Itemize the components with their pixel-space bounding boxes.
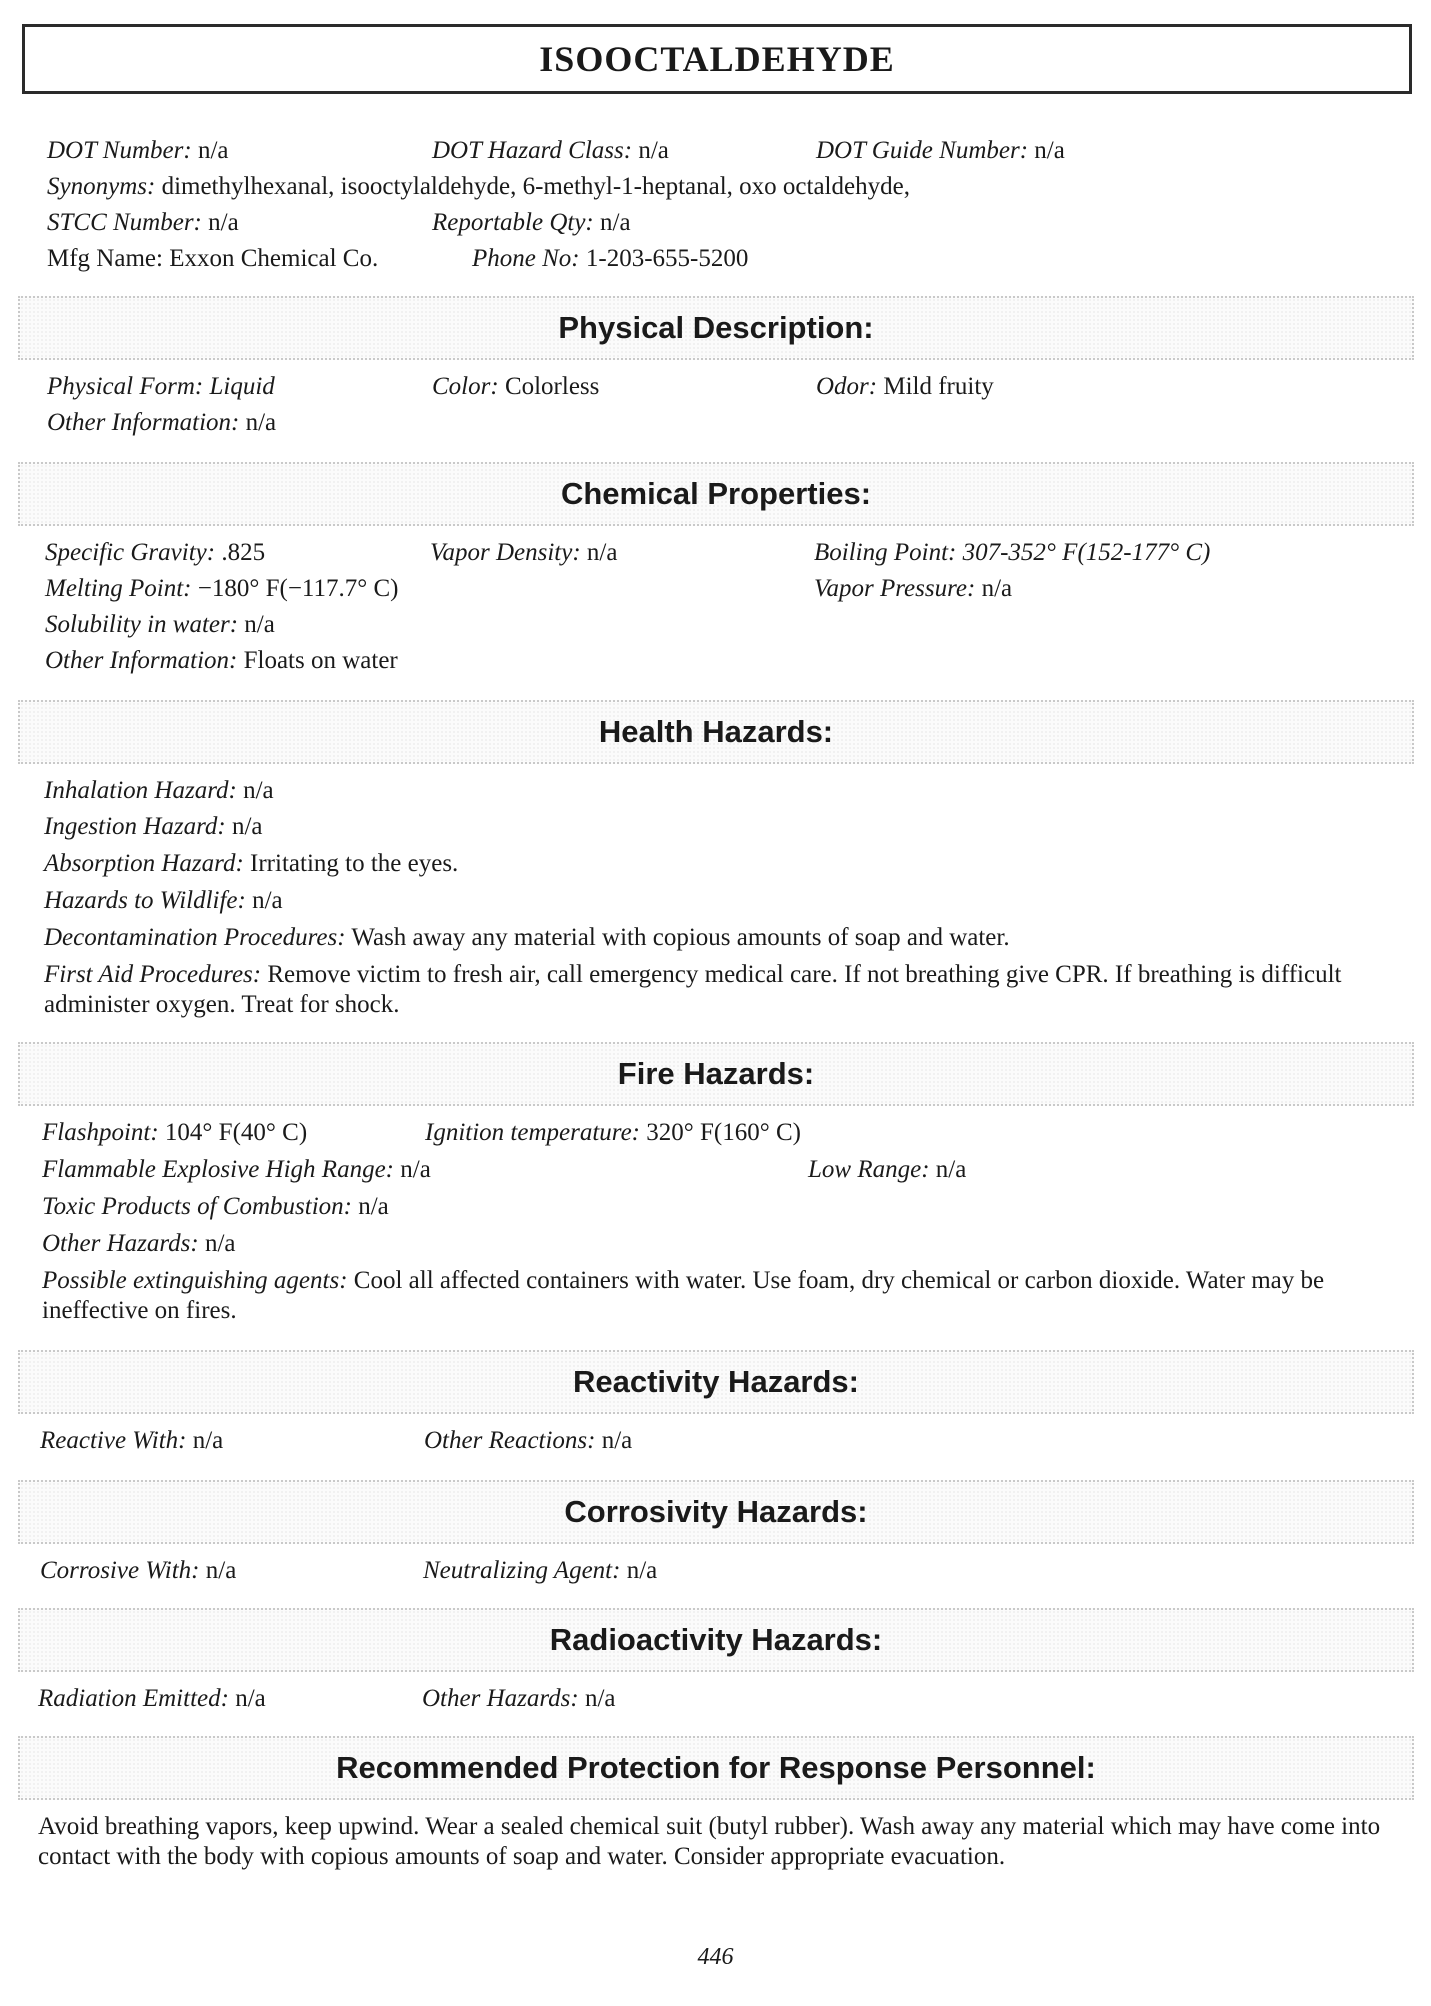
reactivity-hazards-header [18,1350,1414,1414]
boiling-point-field [814,538,1210,568]
flashpoint-label: Flashpoint: [42,1119,159,1146]
decontamination-value: Wash away any material with copious amounts of soap and water. [351,924,1010,951]
extinguishing-agents-label: Possible extinguishing agents: [42,1267,348,1294]
synonyms-label: Synonyms: [47,173,156,200]
stcc-number-field [47,208,239,238]
absorption-hazard-label: Absorption Hazard: [44,850,244,877]
toxic-products-field [42,1192,389,1222]
inhalation-hazard-field [44,776,274,806]
chemical-other-info-value: Floats on water [243,647,398,674]
inhalation-hazard-value: n/a [243,777,274,804]
physical-description-header [18,296,1414,360]
corrosive-with-value: n/a [205,1557,237,1584]
physical-form-label: Physical Form: [47,373,204,400]
reactive-with-value: n/a [192,1427,224,1454]
other-reactions-value: n/a [601,1427,633,1454]
specific-gravity-value: .825 [221,539,266,566]
solubility-label: Solubility in water: [45,611,239,638]
dot-hazard-class-value: n/a [638,137,669,164]
phone-no-value: 1-203-655-5200 [585,245,749,272]
phone-no-label: Phone No: [472,245,580,272]
wildlife-hazard-field [44,886,283,916]
high-range-field [42,1155,431,1185]
physical-other-info-label: Other Information: [47,409,240,436]
flashpoint-value: 104° F(40° C) [164,1119,308,1146]
radioactivity-hazards-heading: Radioactivity Hazards: [549,1622,883,1657]
ingestion-hazard-field [44,812,263,842]
neutralizing-agent-value: n/a [626,1557,658,1584]
protection-header [18,1736,1414,1800]
protection-heading: Recommended Protection for Response Personnel: [336,1750,1096,1785]
decontamination-label: Decontamination Procedures: [44,924,346,951]
ingestion-hazard-value: n/a [231,813,263,840]
other-reactions-label: Other Reactions: [424,1427,596,1454]
physical-description-heading: Physical Description: [558,310,874,345]
stcc-number-label: STCC Number: [47,209,202,236]
radio-other-hazards-field [422,1684,616,1714]
chemical-other-info-field [45,646,398,676]
protection-text: Avoid breathing vapors, keep upwind. Wear a sealed chemical suit (butyl rubber). Wash away any material which may have come into contact with the body with copious amounts of soap and water. Consider appropriate evacuation. [38,1813,1381,1870]
neutralizing-agent-label: Neutralizing Agent: [423,1557,621,1584]
reactive-with-label: Reactive With: [40,1427,187,1454]
dot-guide-number-value: n/a [1034,137,1065,164]
vapor-pressure-value: n/a [981,575,1013,602]
odor-label: Odor: [816,373,878,400]
low-range-field [808,1155,966,1185]
physical-other-info-field [47,408,276,438]
page-number: 446 [697,1944,734,1970]
radiation-emitted-label: Radiation Emitted: [38,1685,229,1712]
vapor-density-label: Vapor Density: [430,539,581,566]
dot-hazard-class-label: DOT Hazard Class: [432,137,633,164]
physical-other-info-value: n/a [245,409,277,436]
reportable-qty-value: n/a [600,209,631,236]
reportable-qty-label: Reportable Qty: [432,209,594,236]
dot-number-field [47,136,229,166]
melting-point-value: −180° F(−117.7° C) [197,575,399,602]
toxic-products-value: n/a [358,1193,389,1220]
chemical-properties-header [18,462,1414,526]
solubility-field [45,610,275,640]
title-box [22,24,1412,94]
fire-other-hazards-value: n/a [204,1230,236,1257]
melting-point-label: Melting Point: [45,575,192,602]
ignition-temperature-value: 320° F(160° C) [646,1119,801,1146]
high-range-label: Flammable Explosive High Range: [42,1156,394,1183]
corrosivity-hazards-heading: Corrosivity Hazards: [564,1494,868,1529]
reactive-with-field [40,1426,223,1456]
color-field [432,372,599,402]
dot-guide-number-label: DOT Guide Number: [816,137,1029,164]
boiling-point-label: Boiling Point: [814,539,957,566]
absorption-hazard-field [44,849,458,879]
ignition-temperature-field [425,1118,801,1148]
health-hazards-header [18,700,1414,764]
vapor-density-value: n/a [586,539,618,566]
extinguishing-agents-value: Cool all affected containers with water. Use foam, dry chemical or carbon dioxide. Water may be ineffective on fires. [42,1267,1325,1324]
dot-guide-number-field [816,136,1065,166]
ingestion-hazard-label: Ingestion Hazard: [44,813,226,840]
synonyms-field [47,172,910,202]
inhalation-hazard-label: Inhalation Hazard: [44,777,237,804]
boiling-point-value: 307-352° F(152-177° C) [962,539,1211,566]
radiation-emitted-value: n/a [235,1685,266,1712]
fire-other-hazards-field [42,1229,236,1259]
chemical-properties-heading: Chemical Properties: [560,476,872,511]
dot-hazard-class-field [432,136,669,166]
phone-no-field [472,244,748,274]
other-reactions-field [424,1426,632,1456]
wildlife-hazard-label: Hazards to Wildlife: [44,887,246,914]
mfg-name-value: Exxon Chemical Co. [169,245,379,272]
reactivity-hazards-heading: Reactivity Hazards: [572,1364,859,1399]
physical-form-value: Liquid [209,373,275,400]
fire-other-hazards-label: Other Hazards: [42,1230,199,1257]
mfg-name-field [47,244,378,274]
fire-hazards-header [18,1042,1414,1106]
radio-other-hazards-value: n/a [584,1685,616,1712]
odor-field [816,372,994,402]
toxic-products-label: Toxic Products of Combustion: [42,1193,352,1220]
wildlife-hazard-value: n/a [252,887,283,914]
corrosive-with-field [40,1556,236,1586]
ignition-temperature-label: Ignition temperature: [425,1119,641,1146]
physical-form-field [47,372,275,402]
low-range-label: Low Range: [808,1156,930,1183]
extinguishing-agents-field [42,1266,1392,1326]
stcc-number-value: n/a [208,209,239,236]
first-aid-value: Remove victim to fresh air, call emergency medical care. If not breathing give CPR. If breathing is difficult administer oxygen. Treat for shock. [44,961,1342,1018]
first-aid-label: First Aid Procedures: [44,961,262,988]
radioactivity-hazards-header [18,1608,1414,1672]
solubility-value: n/a [244,611,275,638]
vapor-pressure-label: Vapor Pressure: [814,575,976,602]
dot-number-label: DOT Number: [47,137,192,164]
specific-gravity-field [45,538,265,568]
vapor-density-field [430,538,617,568]
reportable-qty-field [432,208,631,238]
low-range-value: n/a [935,1156,967,1183]
decontamination-field [44,923,1010,953]
chemical-other-info-label: Other Information: [45,647,238,674]
neutralizing-agent-field [423,1556,657,1586]
radio-other-hazards-label: Other Hazards: [422,1685,579,1712]
flashpoint-field [42,1118,307,1148]
corrosive-with-label: Corrosive With: [40,1557,200,1584]
high-range-value: n/a [400,1156,431,1183]
corrosivity-hazards-header [18,1480,1414,1544]
melting-point-field [45,574,399,604]
dot-number-value: n/a [197,137,229,164]
odor-value: Mild fruity [883,373,994,400]
color-label: Color: [432,373,499,400]
vapor-pressure-field [814,574,1012,604]
first-aid-field [44,960,1394,1020]
color-value: Colorless [504,373,600,400]
page-title: ISOOCTALDEHYDE [539,39,895,79]
mfg-name-label: Mfg Name: [47,245,163,272]
health-hazards-heading: Health Hazards: [598,714,834,749]
radiation-emitted-field [38,1684,266,1714]
fire-hazards-heading: Fire Hazards: [617,1056,815,1091]
absorption-hazard-value: Irritating to the eyes. [250,850,459,877]
specific-gravity-label: Specific Gravity: [45,539,216,566]
synonyms-value: dimethylhexanal, isooctylaldehyde, 6-methyl-1-heptanal, oxo octaldehyde, [161,173,910,200]
